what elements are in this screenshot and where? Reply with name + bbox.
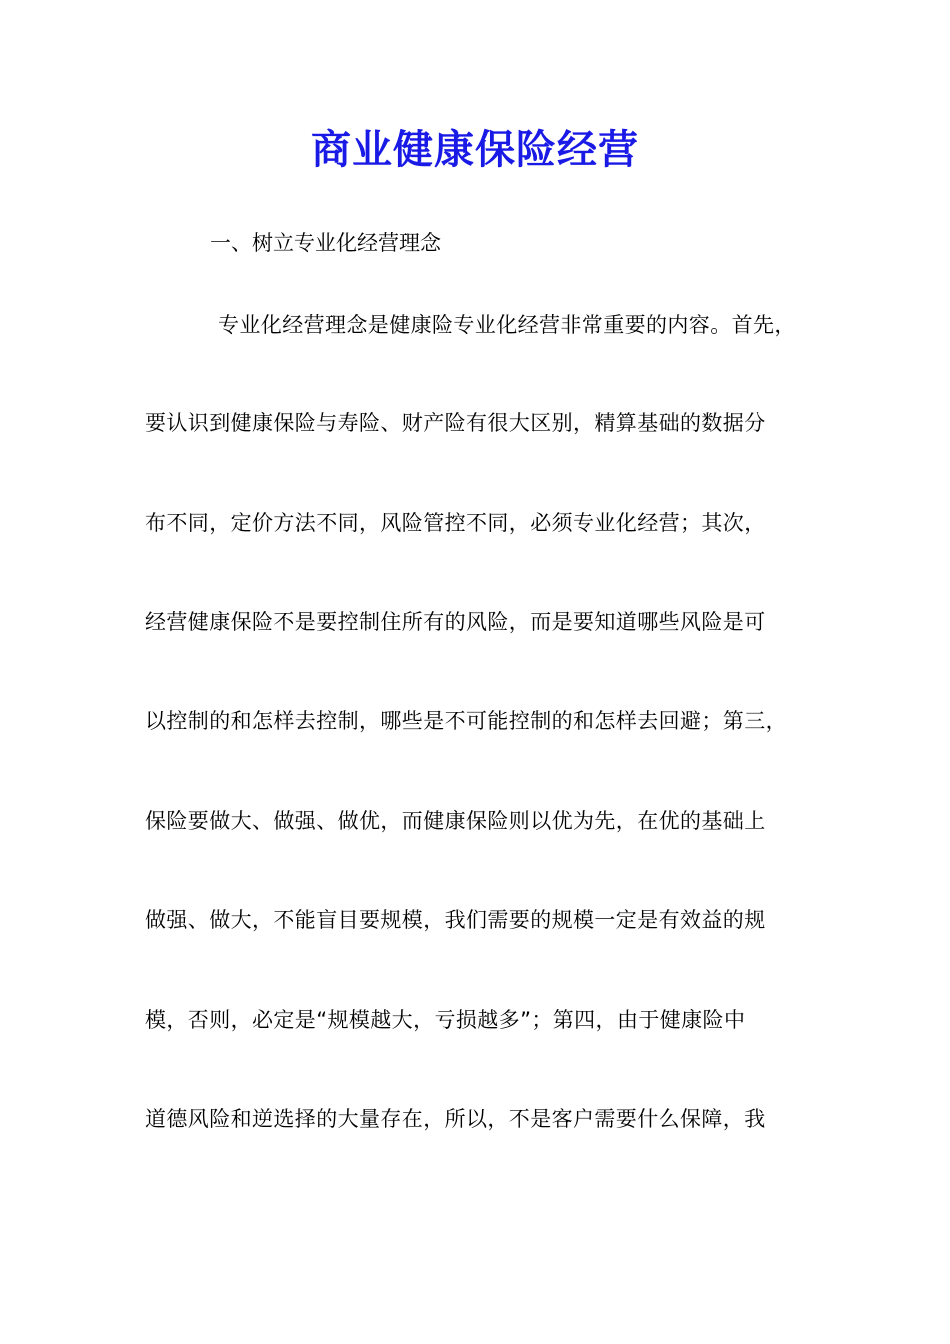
paragraph-line: 专业化经营理念是健康险专业化经营非常重要的内容。首先， [218,313,796,337]
section-heading: 一、树立专业化经营理念 [210,231,441,255]
document-title: 商业健康保险经营 [311,126,639,173]
paragraph-line: 以控制的和怎样去控制，哪些是不可能控制的和怎样去回避；第三， [145,709,787,733]
paragraph-line: 做强、做大，不能盲目要规模，我们需要的规模一定是有效益的规 [145,908,766,932]
paragraph-line: 道德风险和逆选择的大量存在，所以，不是客户需要什么保障，我 [145,1107,766,1131]
paragraph-line: 布不同，定价方法不同，风险管控不同，必须专业化经营；其次， [145,511,766,535]
paragraph-line: 经营健康保险不是要控制住所有的风险，而是要知道哪些风险是可 [145,610,766,634]
paragraph-line: 保险要做大、做强、做优，而健康保险则以优为先，在优的基础上 [145,809,766,833]
paragraph-line: 模，否则，必定是“规模越大，亏损越多”；第四，由于健康险中 [145,1008,746,1032]
paragraph-line: 要认识到健康保险与寿险、财产险有很大区别，精算基础的数据分 [145,411,766,435]
